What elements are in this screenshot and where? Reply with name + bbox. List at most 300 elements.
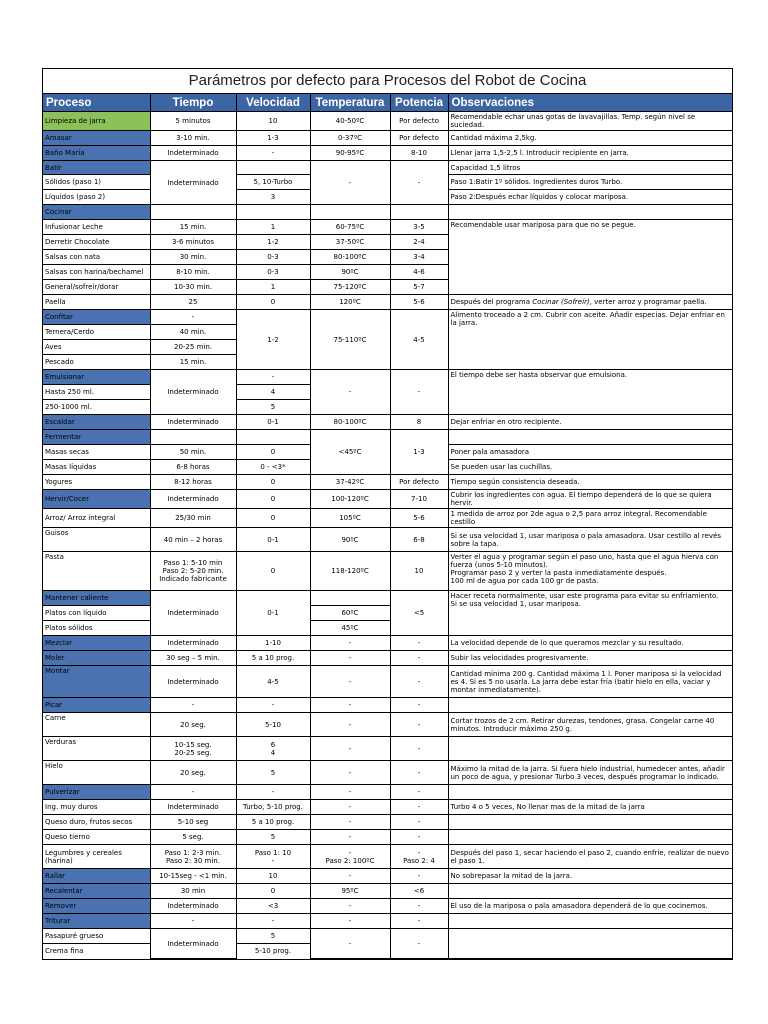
cell-empty [448,884,732,899]
cell-empty [310,591,390,606]
cell-tiempo: 30 min. [150,250,236,265]
cell-potencia: Por defecto [390,475,448,490]
cell-temperatura: 40-50ºC [310,112,390,131]
header-potencia: Potencia [390,94,448,112]
cell-observaciones: Recomendable usar mariposa para que no se pegue. [448,220,732,295]
cell-empty [448,830,732,845]
table-row [43,785,732,800]
cell-temperatura: 75-110ºC [310,310,390,370]
line: Hacer receta normalmente, usar este programa para evitar su enfriamiento. [450,592,719,600]
table-row [43,112,732,131]
table-row [43,830,732,845]
cell-temperatura: 45ºC [310,621,390,636]
cell-empty [236,430,310,445]
cell-temperatura: - [310,929,390,959]
process-name: Paella [43,295,150,310]
cell-tiempo: - [150,785,236,800]
cell-velocidad: 1-10 [236,636,310,651]
cell-tiempo: 20 seg. [150,761,236,785]
cell-temperatura: - [310,651,390,666]
cell-velocidad: 5 [236,400,310,415]
table-row [43,415,732,430]
table-row [43,899,732,914]
cell-velocidad: 0-1 [236,528,310,552]
process-name: Guisos [43,528,150,552]
line: - [271,856,275,865]
cell-potencia: - [390,666,448,698]
cell-temperatura: - [310,161,390,205]
cell-velocidad: 5, 10-Turbo [236,175,310,190]
line: Programar paso 2 y verter la pasta inmediatamente después. [450,569,667,577]
cell-potencia: - [390,869,448,884]
table-row [43,800,732,815]
cell-potencia: 8-10 [390,146,448,161]
cell-tiempo: 30 min [150,884,236,899]
process-name: Hasta 250 ml. [43,385,150,400]
cell-temperatura: 120ºC [310,295,390,310]
line: Paso 2: 100ºC [325,856,375,865]
cell-potencia: 6-8 [390,528,448,552]
cell-temperatura: 90ºC [310,265,390,280]
cell-tiempo: Indeterminado [150,800,236,815]
cell-empty [150,430,236,445]
cell-observaciones: Cantidad máxima 2,5kg. [448,131,732,146]
table-row [43,205,732,220]
table-row [43,651,732,666]
cell-potencia: - [390,914,448,929]
cell-potencia: Por defecto [390,112,448,131]
cell-temperatura: - [310,914,390,929]
table-row [43,220,732,235]
cell-empty [448,914,732,929]
cell-temperatura: - [310,869,390,884]
process-name: Hielo [43,761,150,785]
cell-tiempo: 3-10 min. [150,131,236,146]
cell-velocidad: 0 [236,884,310,899]
table-row [43,430,732,445]
cell-potencia: - [390,651,448,666]
process-name: Aves [43,340,150,355]
cell-potencia: <5 [390,591,448,636]
cell-tiempo: 5 minutos [150,112,236,131]
process-name: Platos con líquido [43,606,150,621]
cell-velocidad: 0-3 [236,265,310,280]
cell-potencia: <6 [390,884,448,899]
cell-tiempo: 3-6 minutos [150,235,236,250]
cell-observaciones: El uso de la mariposa o pala amasadora dependerá de lo que cocinemos. [448,899,732,914]
cell-temperatura: - [310,666,390,698]
cell-tiempo: Indeterminado [150,415,236,430]
cell-potencia: - [390,800,448,815]
process-name: Picar [43,698,150,713]
cell-observaciones: Cantidad mínima 200 g. Cantidad máxima 1 l. Poner mariposa si la velocidad es 4. Si es 5 no usarla. La jarra debe estar fría (batir hielo en ella, vaciar y montar inmediatamente). [448,666,732,698]
process-name: Ing. muy duros [43,800,150,815]
process-name: Masas líquidas [43,460,150,475]
cell-tiempo: 5 seg. [150,830,236,845]
process-name: Platos sólidos [43,621,150,636]
process-name: Arroz/ Arroz integral [43,509,150,528]
table-row [43,509,732,528]
cell-velocidad: 1-2 [236,235,310,250]
cell-velocidad: 10 [236,112,310,131]
cell-temperatura: - [310,800,390,815]
cell-velocidad: 0 [236,552,310,591]
process-name: Yogures [43,475,150,490]
cell-empty [448,698,732,713]
table-row [43,884,732,899]
cell-temperatura: 80-100ºC [310,415,390,430]
process-name: Mezclar [43,636,150,651]
cell-tiempo: 20-25 min. [150,340,236,355]
table-row [43,845,732,869]
cell-tiempo [150,552,236,591]
cell-velocidad: 0-3 [236,250,310,265]
process-name: Infusionar Leche [43,220,150,235]
cell-velocidad: 1-2 [236,310,310,370]
process-name: Montar [43,666,150,698]
line: 10-15 seg. [174,740,212,749]
cell-tiempo: 8-10 min. [150,265,236,280]
table-row [43,713,732,737]
line: Paso 1: 2-3 min. [164,848,222,857]
cell-temperatura: - [310,899,390,914]
cell-tiempo: 15 min. [150,220,236,235]
obs-program-name: Cocinar (Sofreír) [532,298,590,306]
process-name: General/sofreír/dorar [43,280,150,295]
table-row [43,131,732,146]
cell-tiempo: Indeterminado [150,591,236,636]
cell-potencia: - [390,785,448,800]
cell-velocidad: - [236,785,310,800]
process-name: Queso duro, frutos secos [43,815,150,830]
process-name: Salsas con harina/bechamel [43,265,150,280]
process-name: Salsas con nata [43,250,150,265]
cell-observaciones: Capacidad 1,5 litros [448,161,732,175]
header-temperatura: Temperatura [310,94,390,112]
cell-tiempo: 40 min. [150,325,236,340]
process-name: Remover [43,899,150,914]
cell-tiempo: 20 seg. [150,713,236,737]
table-row [43,161,732,175]
line: 20-25 seg. [174,748,212,757]
cell-potencia: - [390,370,448,415]
cell-tiempo: 25/30 min [150,509,236,528]
table-row [43,737,732,761]
cell-observaciones: Si se usa velocidad 1, usar mariposa o pala amasadora. Usar cestillo al revés sobre la tapa. [448,528,732,552]
process-name: Pasapuré grueso [43,929,150,944]
cell-tiempo: 40 min – 2 horas [150,528,236,552]
cell-tiempo: Indeterminado [150,146,236,161]
cell-potencia: - [390,815,448,830]
cell-temperatura: 75-120ºC [310,280,390,295]
cell-temperatura: - [310,636,390,651]
cell-tiempo: Indeterminado [150,929,236,959]
line: Paso 2: 5-20 min. [162,567,224,575]
cell-observaciones: Dejar enfriar en otro recipiente. [448,415,732,430]
cell-temperatura: - [310,761,390,785]
cell-velocidad: 5 a 10 prog. [236,651,310,666]
cell-potencia: 5-6 [390,295,448,310]
cell-tiempo: 8-12 horas [150,475,236,490]
line: Indicado fabricante [159,575,227,583]
process-name: Pasta [43,552,150,591]
cell-observaciones: Subir las velocidades progresivamente. [448,651,732,666]
table-row [43,146,732,161]
process-name: 250-1000 ml. [43,400,150,415]
table-row [43,914,732,929]
cell-temperatura: - [310,698,390,713]
cell-velocidad: 5 [236,929,310,944]
cell-tiempo [150,737,236,761]
cell-temperatura: 118-120ºC [310,552,390,591]
process-name: Recalentar [43,884,150,899]
cell-empty [390,205,448,220]
cell-velocidad: 1 [236,220,310,235]
cell-velocidad: 5 [236,761,310,785]
process-name: Mantener caliente [43,591,150,606]
cell-observaciones: Alimento troceado a 2 cm. Cubrir con aceite. Añadir especias. Dejar enfriar en la jarra. [448,310,732,370]
cell-empty [448,929,732,959]
cell-observaciones: Turbo 4 o 5 veces, No llenar mas de la mitad de la jarra [448,800,732,815]
table-row [43,490,732,509]
cell-velocidad: 0 [236,509,310,528]
cell-velocidad: 3 [236,190,310,205]
cell-empty [448,430,732,445]
cell-observaciones: Cubrir los ingredientes con agua. El tiempo dependerá de lo que se quiera hervir. [448,490,732,509]
process-name: Moler [43,651,150,666]
cell-tiempo: 10-15seg - <1 min. [150,869,236,884]
process-name: Limpieza de jarra [43,112,150,131]
cell-tiempo [150,845,236,869]
process-name: Carne [43,713,150,737]
cell-potencia: - [390,713,448,737]
cell-potencia: - [390,830,448,845]
cell-observaciones: El tiempo debe ser hasta observar que emulsiona. [448,370,732,415]
cell-velocidad: - [236,370,310,385]
process-name: Amasar [43,131,150,146]
cell-potencia: 5-7 [390,280,448,295]
process-name: Batir [43,161,150,175]
table-row [43,475,732,490]
cell-observaciones [448,591,732,636]
cell-tiempo: 30 seg – 5 min. [150,651,236,666]
table-row [43,761,732,785]
process-name: Emulsionar [43,370,150,385]
cell-potencia: - [390,698,448,713]
process-name: Fermentar [43,430,150,445]
process-name: Legumbres y cereales (harina) [43,845,150,869]
cell-temperatura: 90-95ºC [310,146,390,161]
process-name: Hervir/Cocer [43,490,150,509]
cell-temperatura: - [310,785,390,800]
cell-velocidad: 0 [236,475,310,490]
cell-velocidad: 5-10 [236,713,310,737]
table-row [43,552,732,591]
cell-temperatura: - [310,830,390,845]
table-row [43,636,732,651]
table-row [43,591,732,606]
cell-potencia: 1-3 [390,430,448,475]
cell-temperatura: 100-120ºC [310,490,390,509]
cell-empty [448,815,732,830]
cell-observaciones: No sobrepasar la mitad de la jarra. [448,869,732,884]
header-velocidad: Velocidad [236,94,310,112]
cell-tiempo: 25 [150,295,236,310]
cell-observaciones: La velocidad depende de lo que queramos mezclar y su resultado. [448,636,732,651]
cell-observaciones: Paso 2:Después echar líquidos y colocar mariposa. [448,190,732,205]
cell-observaciones: Tiempo según consistencia deseada. [448,475,732,490]
cell-potencia [390,845,448,869]
process-name: Rallar [43,869,150,884]
cell-velocidad: - [236,146,310,161]
cell-temperatura: 60ºC [310,606,390,621]
cell-potencia: - [390,737,448,761]
cell-observaciones: Se pueden usar las cuchillas. [448,460,732,475]
cell-velocidad [236,737,310,761]
cell-temperatura: 80-100ºC [310,250,390,265]
obs-text: , verter arroz y programar paella. [589,298,707,306]
cell-tiempo: Indeterminado [150,666,236,698]
cell-temperatura: 90ºC [310,528,390,552]
cell-velocidad: - [236,698,310,713]
cell-velocidad: 0-1 [236,415,310,430]
table-row [43,929,732,944]
cell-temperatura: 37-50ºC [310,235,390,250]
process-name: Líquidos (paso 2) [43,190,150,205]
cell-observaciones: 1 medida de arroz por 2de agua o 2,5 para arroz integral. Recomendable cestillo [448,509,732,528]
process-name: Queso tierno [43,830,150,845]
cell-empty [448,785,732,800]
cell-potencia: 7-10 [390,490,448,509]
cell-potencia: 3-4 [390,250,448,265]
line: Paso 2: 30 min. [166,856,220,865]
line: 4 [270,748,276,757]
cell-velocidad [236,161,310,175]
cell-potencia: 3-5 [390,220,448,235]
document-sheet [42,68,733,960]
cell-potencia: 5-6 [390,509,448,528]
cell-temperatura: - [310,815,390,830]
process-name: Triturar [43,914,150,929]
line: Paso 2: 4 [403,856,435,865]
cell-tiempo: 50 min. [150,445,236,460]
process-name: Masas secas [43,445,150,460]
page-title: Parámetros por defecto para Procesos del Robot de Cocina [43,69,732,94]
cell-observaciones: Poner pala amasadora [448,445,732,460]
cell-velocidad: 4 [236,385,310,400]
process-name: Pescado [43,355,150,370]
line: Verter el agua y programar según el paso uno, hasta que el agua hierva con fuerza (unos 5-10 minutos). [450,553,719,569]
cell-temperatura: - [310,737,390,761]
table-row [43,666,732,698]
cell-velocidad: 0-1 [236,591,310,636]
cell-velocidad [236,845,310,869]
process-name: Ternera/Cerdo [43,325,150,340]
table-row [43,528,732,552]
line: 100 ml de agua por cada 100 gr de pasta. [450,577,599,585]
cell-velocidad: <3 [236,899,310,914]
cell-tiempo: 10-30 min. [150,280,236,295]
cell-velocidad: 0 [236,295,310,310]
cell-velocidad: 0 - <3* [236,460,310,475]
cell-velocidad: 0 [236,490,310,509]
cell-tiempo: Indeterminado [150,370,236,415]
process-name: Escaldar [43,415,150,430]
table-row [43,698,732,713]
table-row [43,370,732,385]
process-name: Baño María [43,146,150,161]
cell-potencia: 4-5 [390,310,448,370]
line: Si se usa velocidad 1, usar mariposa. [450,600,581,608]
cell-potencia: 4-6 [390,265,448,280]
process-name: Sólidos (paso 1) [43,175,150,190]
process-name: Derretir Chocolate [43,235,150,250]
cell-empty [448,737,732,761]
cell-observaciones [448,295,732,310]
cell-velocidad: - [236,914,310,929]
cell-velocidad: 10 [236,869,310,884]
line: - [348,848,352,857]
cell-temperatura: 37-42ºC [310,475,390,490]
table-row [43,869,732,884]
obs-text: Después del programa [450,298,533,306]
cell-temperatura: <45ºC [310,430,390,475]
header-proceso: Proceso [43,94,150,112]
cell-potencia: - [390,929,448,959]
cell-velocidad: 5 [236,830,310,845]
process-name: Cocinar [43,205,150,220]
cell-observaciones: Máximo la mitad de la jarra. Si fuera hielo industrial, humedecer antes, añadir un poco de agua, y presionar Turbo 3 veces, después programar lo indicado. [448,761,732,785]
cell-potencia: 8 [390,415,448,430]
process-name: Crema fina [43,944,150,959]
cell-tiempo: Indeterminado [150,636,236,651]
parameters-table [43,94,732,959]
cell-observaciones: Recomendable echar unas gotas de lavavajillas. Temp. según nivel se suciedad. [448,112,732,131]
process-name: Verduras [43,737,150,761]
line: Paso 1: 10 [254,848,292,857]
table-row [43,295,732,310]
cell-temperatura: 60-75ºC [310,220,390,235]
cell-velocidad: 4-5 [236,666,310,698]
cell-potencia: - [390,761,448,785]
table-row [43,815,732,830]
cell-velocidad: 0 [236,445,310,460]
cell-velocidad: Turbo, 5-10 prog. [236,800,310,815]
line: Paso 1: 5-10 min [163,559,223,567]
header-tiempo: Tiempo [150,94,236,112]
cell-empty [150,205,236,220]
cell-tiempo: 5-10 seg [150,815,236,830]
cell-observaciones: Paso 1:Batir 1º sólidos. Ingredientes duros Turbo. [448,175,732,190]
cell-empty [236,205,310,220]
cell-tiempo: - [150,310,236,325]
cell-temperatura: 95ºC [310,884,390,899]
cell-observaciones: Llenar jarra 1,5-2,5 l. Introducir recipiente en jarra. [448,146,732,161]
cell-tiempo: Indeterminado [150,490,236,509]
process-name: Confitar [43,310,150,325]
cell-temperatura: 105ºC [310,509,390,528]
cell-temperatura [310,845,390,869]
cell-temperatura: - [310,713,390,737]
line: 6 [270,740,276,749]
cell-tiempo: Indeterminado [150,899,236,914]
cell-potencia: 2-4 [390,235,448,250]
cell-temperatura: - [310,370,390,415]
cell-tiempo: - [150,914,236,929]
cell-temperatura: 0-37ºC [310,131,390,146]
cell-velocidad: 1 [236,280,310,295]
cell-potencia: - [390,899,448,914]
